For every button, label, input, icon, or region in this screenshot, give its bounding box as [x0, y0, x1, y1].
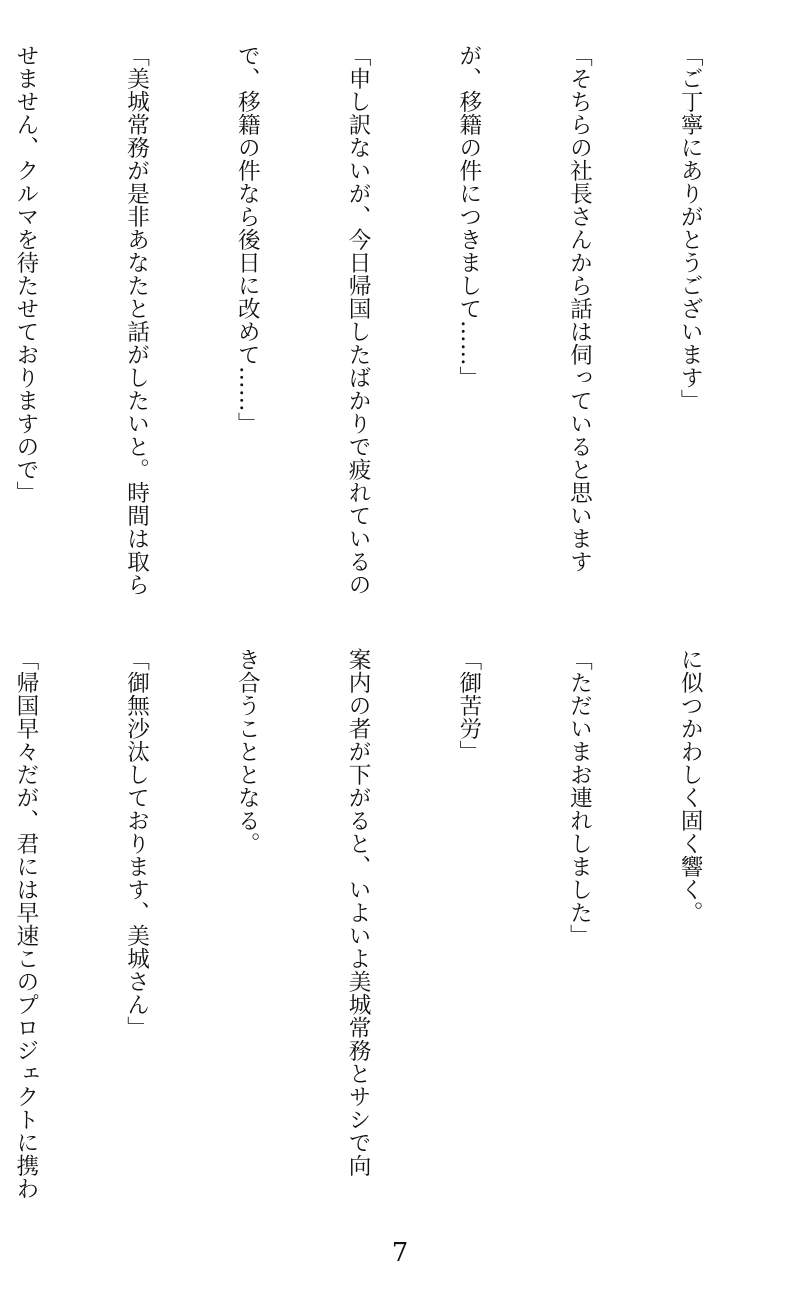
text-line: 「ご丁寧にありがとうございます」	[677, 44, 704, 412]
text-line: で、移籍の件なら後日に改めて……」	[234, 44, 261, 435]
text-line: 「申し訳ないが、今日帰国したばかりで疲れているの	[345, 44, 372, 596]
top-text-block	[0, 44, 782, 596]
bottom-text-block	[0, 648, 782, 1208]
page-number: 7	[391, 1238, 409, 1268]
text-line: 「ただいまお連れしました」	[566, 648, 593, 947]
text-line: せません、クルマを待たせておりますので」	[12, 44, 39, 504]
text-line: に似つかわしく固く響く。	[677, 648, 704, 924]
text-line: 「御苦労」	[455, 648, 482, 763]
text-line: 「帰国早々だが、君には早速このプロジェクトに携わ	[12, 648, 39, 1200]
text-line: 「そちらの社長さんから話は伺っていると思います	[566, 44, 593, 573]
text-line: が、移籍の件につきまして……」	[455, 44, 482, 389]
text-line: き合うこととなる。	[234, 648, 261, 855]
text-line: 「美城常務が是非あなたと話がしたいと。時間は取ら	[123, 44, 150, 596]
text-line: 案内の者が下がると、いよいよ美城常務とサシで向	[345, 648, 372, 1177]
text-line: 「御無沙汰しております、美城さん」	[123, 648, 150, 1039]
